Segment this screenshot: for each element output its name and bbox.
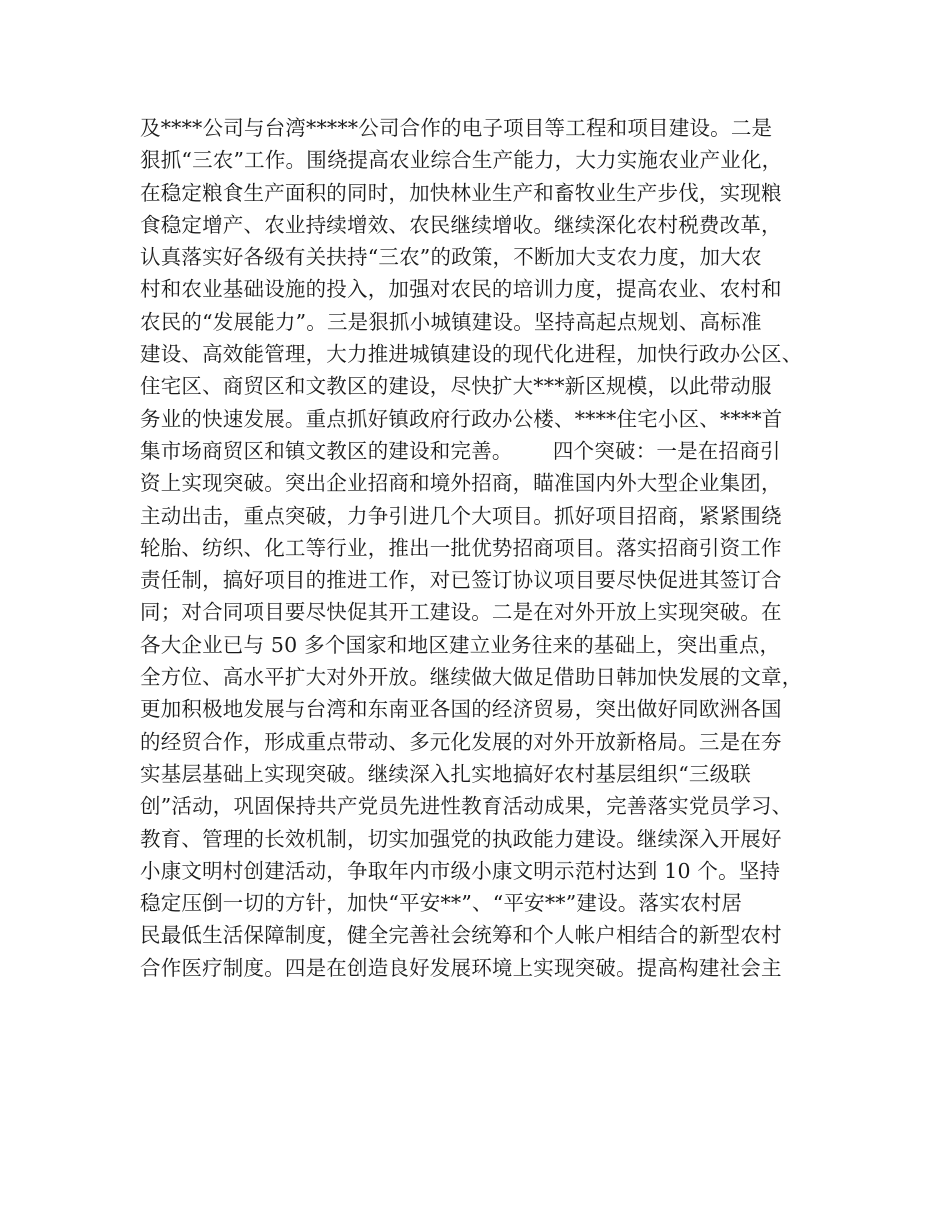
text-line: 同；对合同项目要尽快促其开工建设。二是在对外开放上实现突破。在	[140, 600, 782, 625]
text-line: 各大企业已与 50 多个国家和地区建立业务往来的基础上，突出重点，	[140, 632, 781, 657]
text-line: 创”活动，巩固保持共产党员先进性教育活动成果，完善落实党员学习、	[140, 794, 793, 819]
text-line: 的经贸合作，形成重点带动、多元化发展的对外开放新格局。三是在夯	[140, 729, 782, 754]
text-line: 主动出击，重点突破，力争引进几个大项目。抓好项目招商，紧紧围绕	[140, 503, 782, 528]
text-line: 全方位、高水平扩大对外开放。继续做大做足借助日韩加快发展的文章，	[140, 665, 803, 690]
text-line: 教育、管理的长效机制，切实加强党的执政能力建设。继续深入开展好	[140, 826, 782, 851]
text-line: 轮胎、纺织、化工等行业，推出一批优势招商项目。落实招商引资工作	[140, 535, 782, 560]
text-line: 及****公司与台湾*****公司合作的电子项目等工程和项目建设。二是	[140, 116, 773, 140]
text-line: 狠抓“三农”工作。围绕提高农业综合生产能力，大力实施农业产业化，	[140, 148, 783, 173]
text-line: 小康文明村创建活动，争取年内市级小康文明示范村达到 10 个。坚持	[140, 858, 781, 883]
text-line: 更加积极地发展与台湾和东南亚各国的经济贸易，突出做好同欧洲各国	[140, 697, 782, 722]
body-text	[140, 112, 840, 984]
text-line: 建设、高效能管理，大力推进城镇建设的现代化进程，加快行政办公区、	[140, 342, 803, 367]
text-line: 食稳定增产、农业持续增效、农民继续增收。继续深化农村税费改革，	[140, 212, 782, 237]
text-line: 合作医疗制度。四是在创造良好发展环境上实现突破。提高构建社会主	[140, 955, 782, 980]
text-line: 责任制，搞好项目的推进工作，对已签订协议项目要尽快促进其签订合	[140, 568, 782, 593]
text-line: 在稳定粮食生产面积的同时，加快林业生产和畜牧业生产步伐，实现粮	[140, 180, 782, 205]
text-line: 资上实现突破。突出企业招商和境外招商，瞄准国内外大型企业集团，	[140, 471, 782, 496]
text-line: 村和农业基础设施的投入，加强对农民的培训力度，提高农业、农村和	[140, 277, 782, 302]
text-line: 务业的快速发展。重点抓好镇政府行政办公楼、****住宅小区、****首	[140, 406, 783, 431]
text-line: 认真落实好各级有关扶持“三农”的政策，不断加大支农力度，加大农	[140, 245, 762, 270]
text-line: 实基层基础上实现突破。继续深入扎实地搞好农村基层组织“三级联	[140, 761, 751, 786]
text-line: 农民的“发展能力”。三是狠抓小城镇建设。坚持高起点规划、高标准	[140, 309, 762, 334]
text-line: 民最低生活保障制度，健全完善社会统筹和个人帐户相结合的新型农村	[140, 923, 782, 948]
text-line: 住宅区、商贸区和文教区的建设，尽快扩大***新区规模，以此带动服	[140, 374, 772, 399]
text-line: 集市场商贸区和镇文教区的建设和完善。 四个突破：一是在招商引	[140, 438, 781, 463]
text-line: 稳定压倒一切的方针，加快“平安**”、“平安**”建设。落实农村居	[140, 891, 743, 916]
